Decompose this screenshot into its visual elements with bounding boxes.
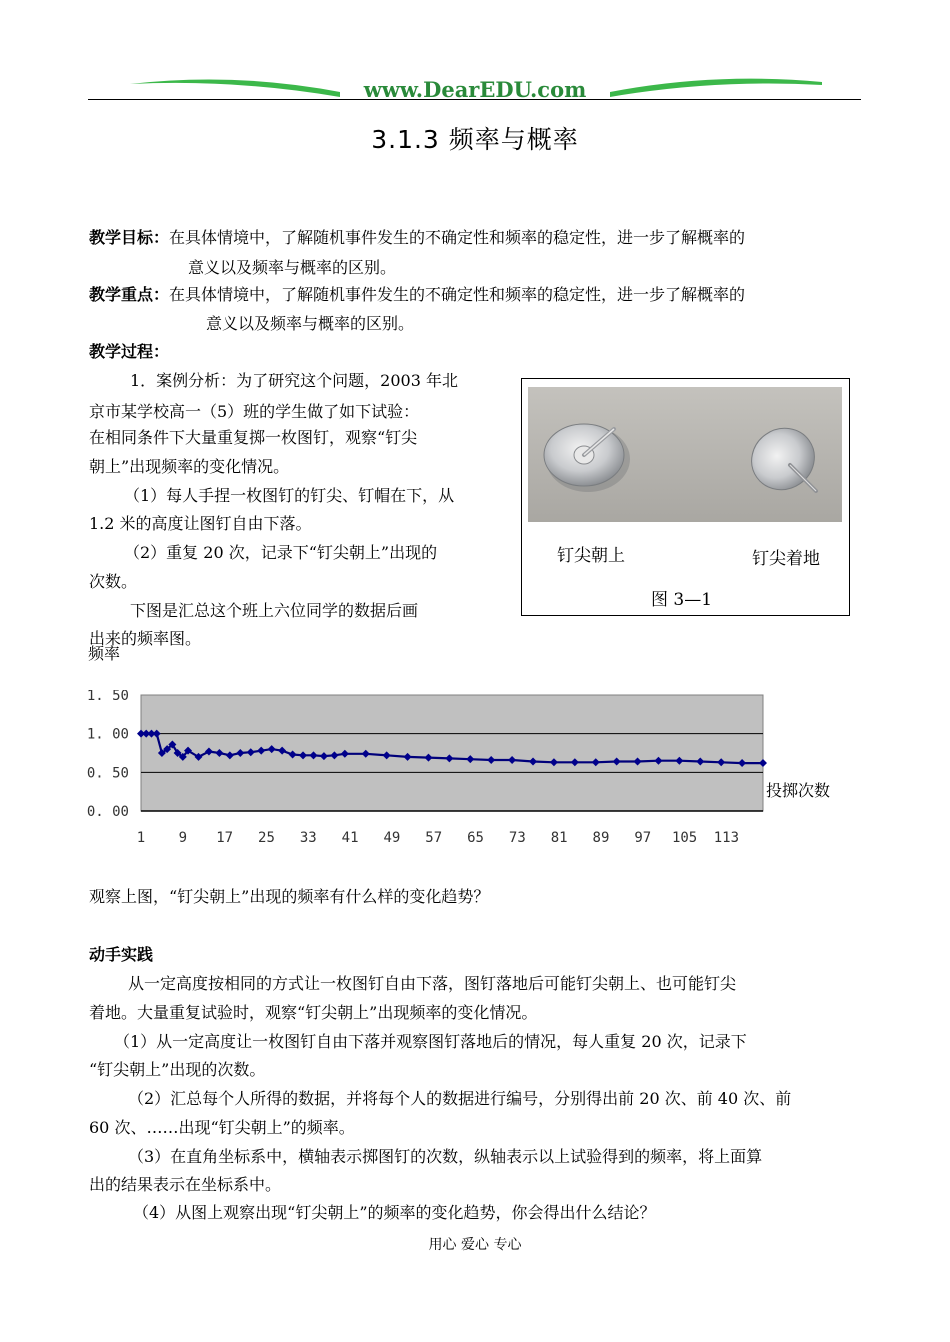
y-tick-label: 0. 00 <box>86 804 129 820</box>
case-line-8: 次数。 <box>89 572 138 591</box>
frequency-chart <box>80 690 860 860</box>
plot-area <box>141 695 763 811</box>
logo-text: www.DearEDU.com <box>363 77 587 102</box>
x-tick-label: 41 <box>341 830 359 846</box>
x-tick-label: 97 <box>634 830 652 846</box>
x-tick-label: 49 <box>383 830 401 846</box>
case-line-4: 朝上”出现频率的变化情况。 <box>89 457 290 476</box>
focus-label: 教学重点： <box>89 285 170 304</box>
y-tick-label: 1. 00 <box>86 726 129 743</box>
practice-line-1: 从一定高度按相同的方式让一枚图钉自由下落，图钉落地后可能钉尖朝上、也可能钉尖 <box>128 974 737 993</box>
practice-line-8: 出的结果表示在坐标系中。 <box>89 1175 282 1194</box>
case-line-5: （1）每人手捏一枚图钉的钉尖、钉帽在下，从 <box>124 486 455 505</box>
observe-question: 观察上图，“钉尖朝上”出现的频率有什么样的变化趋势？ <box>89 887 490 906</box>
focus-text-1: 在具体情境中，了解随机事件发生的不确定性和频率的稳定性，进一步了解概率的 <box>169 285 746 304</box>
goal-text-2: 意义以及频率与概率的区别。 <box>188 258 397 277</box>
objective-line-1 <box>89 228 745 248</box>
process-label: 教学过程： <box>89 342 170 361</box>
case-line-6: 1.2 米的高度让图钉自由下落。 <box>89 514 312 533</box>
x-tick-label: 73 <box>508 830 526 846</box>
x-tick-label: 89 <box>592 830 610 846</box>
practice-heading: 动手实践 <box>89 945 154 964</box>
case-line-10: 出来的频率图。 <box>89 629 202 648</box>
goal-text-1: 在具体情境中，了解随机事件发生的不确定性和频率的稳定性，进一步了解概率的 <box>169 228 746 247</box>
y-tick-label: 0. 50 <box>86 765 129 782</box>
x-tick-label: 105 <box>671 830 698 846</box>
case-line-3: 在相同条件下大量重复掷一枚图钉，观察“钉尖 <box>89 428 418 447</box>
figure-caption: 图 3—1 <box>651 590 713 610</box>
page-title: 3.1.3 频率与概率 <box>371 125 579 154</box>
page-footer: 用心 爱心 专心 <box>428 1237 522 1253</box>
x-tick-label: 113 <box>713 830 740 846</box>
chart-y-label: 频率 <box>88 644 121 663</box>
label-point-down: 钉尖着地 <box>752 549 820 569</box>
label-point-up: 钉尖朝上 <box>557 546 625 566</box>
case-line-2: 京市某学校高一（5）班的学生做了如下试验： <box>89 402 420 421</box>
logo-swoosh-left <box>130 80 340 98</box>
goal-label: 教学目标： <box>89 228 170 247</box>
x-tick-label: 1 <box>136 830 146 846</box>
logo-swoosh-right <box>610 79 822 97</box>
practice-line-5: （2）汇总每个人所得的数据，并将每个人的数据进行编号，分别得出前 20 次、前 40 次、前 <box>128 1089 792 1108</box>
practice-line-7: （3）在直角坐标系中，横轴表示掷图钉的次数，纵轴表示以上试验得到的频率，将上面算 <box>128 1147 763 1166</box>
practice-line-6: 60 次、……出现“钉尖朝上”的频率。 <box>89 1118 355 1137</box>
practice-line-9: （4）从图上观察出现“钉尖朝上”的频率的变化趋势，你会得出什么结论？ <box>133 1203 656 1222</box>
practice-line-2: 着地。大量重复试验时，观察“钉尖朝上”出现频率的变化情况。 <box>89 1003 538 1022</box>
site-logo <box>125 70 825 106</box>
x-tick-label: 9 <box>178 830 188 846</box>
x-tick-label: 33 <box>299 830 317 846</box>
header-rule <box>88 99 861 100</box>
practice-line-3: （1）从一定高度让一枚图钉自由下落并观察图钉落地后的情况，每人重复 20 次，记录下 <box>114 1032 747 1051</box>
x-tick-label: 81 <box>550 830 568 846</box>
case-line-9: 下图是汇总这个班上六位同学的数据后画 <box>130 601 419 620</box>
x-tick-label: 65 <box>467 830 484 846</box>
thumbtack-photo <box>528 387 842 522</box>
x-tick-label: 57 <box>425 830 443 846</box>
chart-x-label: 投掷次数 <box>766 781 831 800</box>
practice-line-4: “钉尖朝上”出现的次数。 <box>89 1060 266 1079</box>
case-line-1: 1．案例分析：为了研究这个问题，2003 年北 <box>130 371 458 390</box>
case-line-7: （2）重复 20 次，记录下“钉尖朝上”出现的 <box>124 543 438 562</box>
focus-text-2: 意义以及频率与概率的区别。 <box>206 314 415 333</box>
objective-line-2 <box>89 285 745 305</box>
x-tick-label: 17 <box>216 830 234 846</box>
x-tick-label: 25 <box>258 830 275 846</box>
y-tick-label: 1. 50 <box>86 690 129 704</box>
